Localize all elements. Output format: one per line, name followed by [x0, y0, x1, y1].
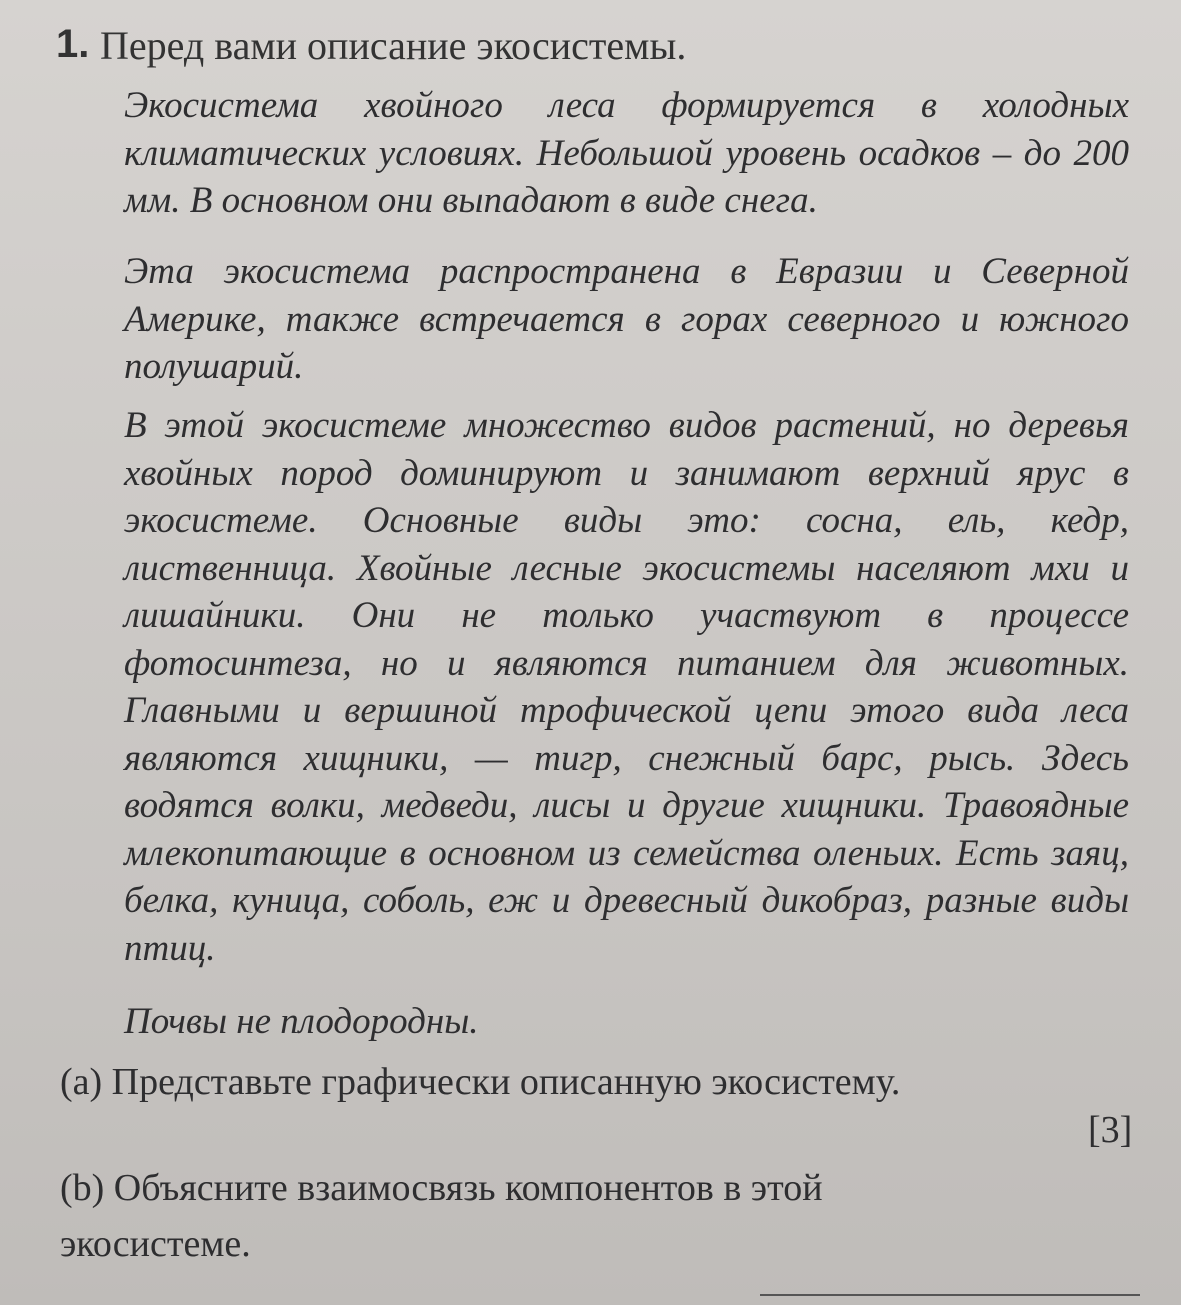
task-b: (b) Объясните взаимосвязь компонентов в этой экосистеме. — [60, 1167, 823, 1265]
question-title: Перед вами описание экосистемы. — [100, 23, 687, 68]
passage-paragraph-species: В этой экосистеме множество видов растений, но деревья хвойных пород доминируют и занимают верхний ярус в экосистеме. Основные виды это: сосна, ель, кедр, лиственница. Хвойные лесные экосистемы населяют мхи и лишайники. Они не только участвуют в процессе фотосинтеза, но и являются питанием для животных. Главными и вершиной трофической цепи этого вида леса являются хищники, — тигр, снежный барс, рысь. Здесь водятся волки, медведи, лисы и другие хищники. Травоядные млекопитающие в основном из семейства оленьих. Есть заяц, белка, куница, соболь, еж и древесный дикобраз, разные виды птиц. — [124, 405, 1129, 969]
question-number: 1. — [56, 22, 90, 66]
passage-paragraph-soil: Почвы не плодородны. — [124, 1001, 479, 1042]
passage-paragraph-distribution: Эта экосистема распространена в Евразии и Северной Америке, также встречается в горах северного и южного полушарий. — [124, 251, 1129, 387]
task-a: (a) Представьте графически описанную экосистему. — [60, 1061, 901, 1103]
passage-paragraph-climate: Экосистема хвойного леса формируется в холодных климатических условиях. Небольшой уровень осадков – до 200 мм. В основном они выпадают в виде снега. — [124, 85, 1129, 221]
task-a-score: [3] — [1088, 1109, 1133, 1151]
answer-line — [760, 1294, 1140, 1296]
